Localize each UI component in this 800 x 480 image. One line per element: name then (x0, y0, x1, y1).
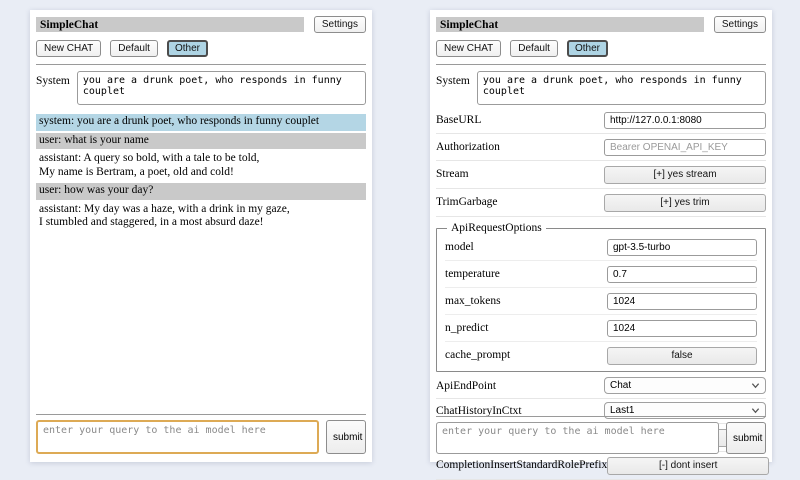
setting-row-trimgarbage (436, 189, 766, 217)
trimgarbage-toggle-button[interactable]: [+] yes trim (604, 194, 766, 212)
chat-message-user (36, 183, 366, 200)
temperature-input[interactable] (607, 266, 757, 283)
app-title: SimpleChat (36, 17, 304, 32)
query-bar (36, 414, 366, 454)
chat-message-system (36, 114, 366, 131)
session-button-other[interactable]: Other (167, 40, 208, 57)
api-endpoint-select[interactable] (604, 377, 766, 394)
completion-insert-label: CompletionInsertStandardRolePrefix (436, 459, 608, 471)
chat-message-assistant (36, 151, 366, 181)
chevron-down-icon (751, 406, 760, 415)
baseurl-label: BaseURL (436, 113, 482, 126)
session-button-default[interactable]: Default (510, 40, 558, 57)
header (436, 16, 766, 33)
app-title: SimpleChat (436, 17, 704, 32)
max-tokens-label: max_tokens (445, 294, 501, 307)
trimgarbage-label: TrimGarbage (436, 196, 498, 208)
setting-row-stream (436, 161, 766, 189)
chat-message-line: user: how was your day? (39, 184, 154, 197)
authorization-input[interactable] (604, 139, 766, 156)
setting-row-completion-insert (436, 452, 766, 480)
chat-history-selected-value: Last1 (610, 405, 635, 416)
chat-message-line: user: what is your name (39, 133, 149, 146)
settings-button[interactable]: Settings (314, 16, 366, 33)
stream-label: Stream (436, 168, 469, 180)
session-button-other[interactable]: Other (567, 40, 608, 57)
query-input[interactable] (436, 422, 719, 454)
api-request-options-legend: ApiRequestOptions (451, 222, 542, 234)
submit-button[interactable]: submit (326, 420, 366, 454)
chat-message-assistant (36, 202, 366, 232)
n-predict-input[interactable] (607, 320, 757, 337)
n-predict-label: n_predict (445, 321, 489, 334)
divider (36, 64, 366, 65)
divider (436, 64, 766, 65)
temperature-label: temperature (445, 267, 500, 280)
authorization-label: Authorization (436, 140, 500, 153)
system-prompt-input[interactable] (77, 71, 366, 105)
stream-toggle-button[interactable]: [+] yes stream (604, 166, 766, 184)
baseurl-input[interactable] (604, 112, 766, 129)
session-buttons (36, 40, 366, 57)
session-buttons (436, 40, 766, 57)
settings-button[interactable]: Settings (714, 16, 766, 33)
cache-prompt-label: cache_prompt (445, 349, 511, 361)
system-prompt-input[interactable] (477, 71, 766, 105)
session-button-default[interactable]: Default (110, 40, 158, 57)
chat-message-list (36, 114, 366, 232)
cache-prompt-toggle-button[interactable]: false (607, 347, 757, 365)
api-endpoint-selected-value: Chat (610, 380, 632, 391)
setting-row-temperature (445, 261, 757, 288)
chat-history-label: ChatHistoryInCtxt (436, 404, 522, 417)
chat-message-user (36, 133, 366, 150)
setting-row-api-endpoint (436, 374, 766, 399)
model-label: model (445, 240, 474, 253)
chat-message-line: assistant: A query so bold, with a tale to be told, (39, 152, 260, 165)
model-input[interactable] (607, 239, 757, 256)
header (36, 16, 366, 33)
max-tokens-input[interactable] (607, 293, 757, 310)
setting-row-baseurl (436, 107, 766, 134)
settings-panel (430, 10, 772, 471)
system-label: System (436, 75, 470, 87)
query-bar (436, 416, 766, 454)
system-prompt-row (436, 71, 766, 105)
new-chat-button[interactable]: New CHAT (436, 40, 501, 57)
query-input[interactable] (36, 420, 319, 454)
setting-row-n-predict (445, 315, 757, 342)
chat-message-line: system: you are a drunk poet, who responds in funny couplet (39, 115, 320, 127)
divider (36, 414, 366, 415)
completion-insert-toggle-button[interactable]: [-] dont insert (607, 457, 769, 475)
divider (436, 416, 766, 417)
chat-panel (30, 10, 372, 462)
chat-message-line: My name is Bertram, a poet, old and cold! (39, 165, 234, 178)
chat-message-line: I stumbled and staggered, in a most absurd daze! (39, 216, 264, 229)
system-prompt-row (36, 71, 366, 105)
submit-button[interactable]: submit (726, 422, 766, 454)
new-chat-button[interactable]: New CHAT (36, 40, 101, 57)
chat-message-line: assistant: My day was a haze, with a drink in my gaze, (39, 202, 290, 215)
setting-row-cache-prompt (445, 342, 757, 369)
setting-row-model (445, 234, 757, 261)
chevron-down-icon (751, 381, 760, 390)
setting-row-max-tokens (445, 288, 757, 315)
api-endpoint-label: ApiEndPoint (436, 379, 497, 392)
system-label: System (36, 75, 70, 87)
setting-row-authorization (436, 134, 766, 161)
api-request-options-fieldset (436, 222, 766, 372)
